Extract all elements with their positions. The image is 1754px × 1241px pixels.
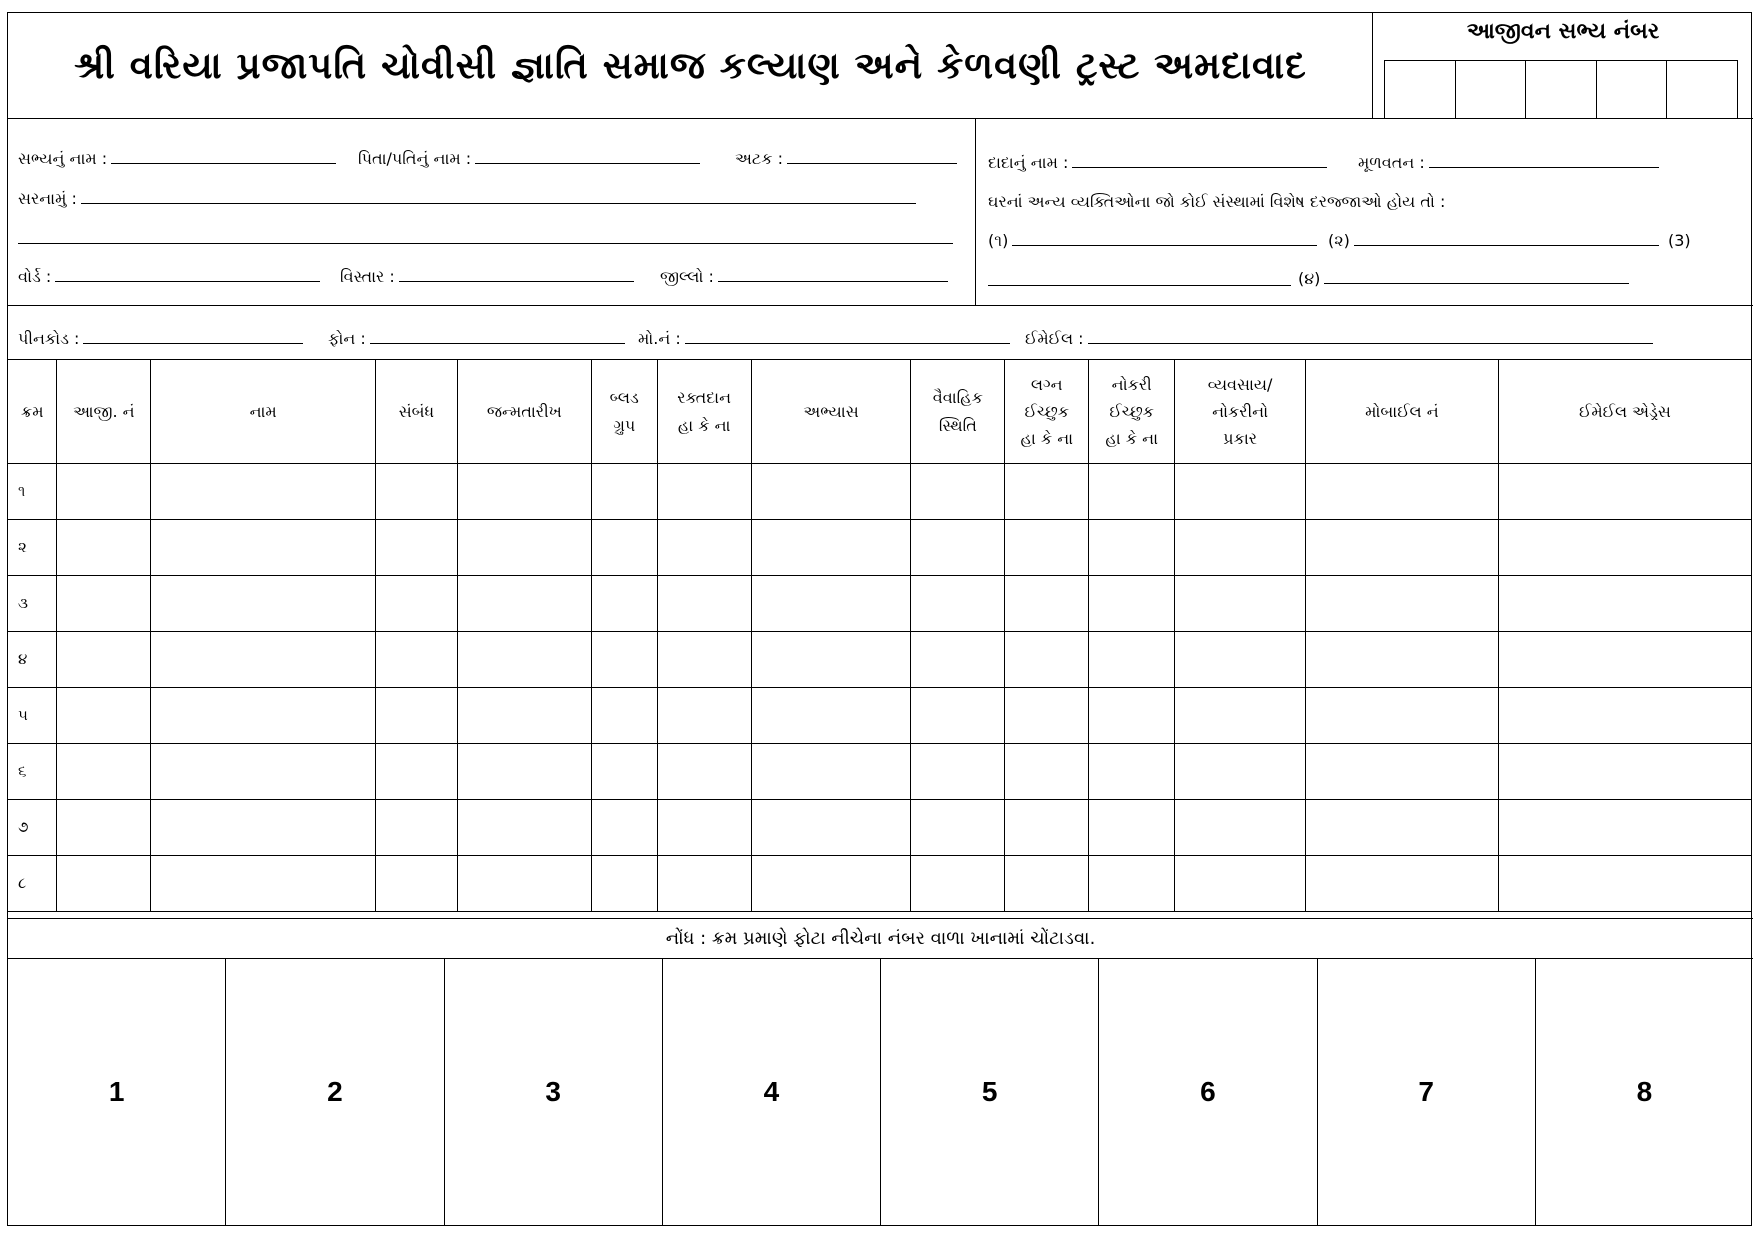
- table-cell[interactable]: [457, 520, 591, 576]
- table-cell[interactable]: [1175, 520, 1306, 576]
- table-cell[interactable]: [1005, 688, 1089, 744]
- pincode-label: પીનકોડ :: [18, 329, 80, 348]
- photo-slot[interactable]: [663, 958, 881, 1226]
- table-cell[interactable]: [1498, 464, 1751, 520]
- membership-form: [7, 12, 1752, 1226]
- header-blood-group: [591, 360, 657, 464]
- row-serial: ૩: [8, 576, 57, 632]
- table-cell[interactable]: [151, 576, 376, 632]
- header-job-line1: નોકરી: [1111, 374, 1152, 394]
- table-cell[interactable]: [1306, 856, 1499, 912]
- header-occupation-line3: પ્રકાર: [1223, 429, 1258, 449]
- table-cell[interactable]: [151, 856, 376, 912]
- photo-slot-number: 8: [1636, 1076, 1653, 1107]
- item-1-label: (૧): [988, 231, 1009, 250]
- district-field[interactable]: [660, 267, 948, 287]
- table-cell[interactable]: [1089, 744, 1175, 800]
- header-marital-line2: સ્થિતિ: [938, 415, 977, 435]
- table-cell[interactable]: [1175, 464, 1306, 520]
- table-cell[interactable]: [1089, 520, 1175, 576]
- table-cell[interactable]: [57, 464, 151, 520]
- table-cell[interactable]: [375, 576, 457, 632]
- header-blood-donation-line1: રક્તદાન: [677, 388, 732, 408]
- photo-slot[interactable]: [226, 958, 444, 1226]
- table-cell[interactable]: [911, 744, 1005, 800]
- header-marriage-line2: ઈચ્છુક: [1024, 401, 1070, 421]
- table-cell[interactable]: [151, 800, 376, 856]
- photo-slot[interactable]: [445, 958, 663, 1226]
- table-cell[interactable]: [1498, 576, 1751, 632]
- surname-label: અટક :: [735, 149, 783, 168]
- photo-note: નોંધ : ક્રમ પ્રમાણે ફોટા નીચેના નંબર વાળા ખાનામાં ચોંટાડવા.: [665, 927, 1096, 949]
- header-occupation-type: [1175, 360, 1306, 464]
- table-cell[interactable]: [911, 856, 1005, 912]
- table-cell[interactable]: [457, 744, 591, 800]
- table-cell[interactable]: [1175, 688, 1306, 744]
- table-cell[interactable]: [375, 688, 457, 744]
- other-persons-label: ઘરનાં અન્ય વ્યક્તિઓના જો કોઈ સંસ્થામાં વિશેષ દરજ્જાઓ હોય તો :: [988, 192, 1446, 211]
- table-cell[interactable]: [657, 800, 751, 856]
- table-cell[interactable]: [1498, 520, 1751, 576]
- table-cell[interactable]: [911, 632, 1005, 688]
- table-cell[interactable]: [375, 744, 457, 800]
- table-cell[interactable]: [1306, 688, 1499, 744]
- photo-slot[interactable]: [8, 958, 226, 1226]
- table-cell[interactable]: [1306, 576, 1499, 632]
- email-field[interactable]: [1025, 329, 1653, 349]
- table-cell[interactable]: [657, 744, 751, 800]
- table-cell[interactable]: [57, 744, 151, 800]
- header-marriage-interest: [1005, 360, 1089, 464]
- member-name-label: સભ્યનું નામ :: [18, 149, 108, 168]
- table-cell[interactable]: [591, 520, 657, 576]
- membership-number-label: આજીવન સભ્ય નંબર: [1466, 19, 1660, 44]
- table-cell[interactable]: [1005, 464, 1089, 520]
- table-cell[interactable]: [151, 464, 376, 520]
- area-field[interactable]: [340, 267, 634, 287]
- table-row: [8, 632, 1751, 688]
- table-cell[interactable]: [1498, 856, 1751, 912]
- mobile-label: મો.નં :: [638, 329, 681, 348]
- father-husband-name-field[interactable]: [358, 149, 700, 169]
- table-cell[interactable]: [375, 800, 457, 856]
- row-serial: ૪: [8, 632, 57, 688]
- header-lifetime-no: આજી. નં: [57, 360, 151, 464]
- table-cell[interactable]: [657, 688, 751, 744]
- grandfather-name-field[interactable]: [988, 153, 1327, 173]
- header-name: નામ: [151, 360, 376, 464]
- table-cell[interactable]: [57, 688, 151, 744]
- other-person-2-field[interactable]: [1328, 231, 1659, 251]
- surname-field[interactable]: [735, 149, 957, 169]
- header-marital-line1: વૈવાહિક: [932, 388, 983, 408]
- row-serial: ૮: [8, 856, 57, 912]
- membership-digit-box[interactable]: [1385, 61, 1456, 118]
- table-cell[interactable]: [457, 856, 591, 912]
- table-cell[interactable]: [1005, 632, 1089, 688]
- table-cell[interactable]: [591, 464, 657, 520]
- native-place-label: મૂળવતન :: [1358, 153, 1425, 172]
- table-cell[interactable]: [1005, 520, 1089, 576]
- row-serial: ૬: [8, 744, 57, 800]
- table-cell[interactable]: [751, 856, 911, 912]
- table-cell[interactable]: [375, 520, 457, 576]
- table-cell[interactable]: [591, 744, 657, 800]
- table-cell[interactable]: [657, 520, 751, 576]
- photo-slot[interactable]: [1318, 958, 1536, 1226]
- table-cell[interactable]: [457, 632, 591, 688]
- membership-digit-box[interactable]: [1667, 61, 1738, 118]
- table-cell[interactable]: [657, 464, 751, 520]
- table-cell[interactable]: [375, 632, 457, 688]
- pincode-field[interactable]: [18, 329, 303, 349]
- table-cell[interactable]: [57, 856, 151, 912]
- table-cell[interactable]: [1175, 856, 1306, 912]
- membership-digit-box[interactable]: [1597, 61, 1668, 118]
- table-cell[interactable]: [457, 800, 591, 856]
- table-cell[interactable]: [151, 520, 376, 576]
- table-cell[interactable]: [1005, 800, 1089, 856]
- row-serial: ૨: [8, 520, 57, 576]
- table-cell[interactable]: [911, 800, 1005, 856]
- member-name-field[interactable]: [18, 149, 336, 169]
- header-blood-donation-line2: હા કે ના: [677, 415, 731, 435]
- table-cell[interactable]: [751, 744, 911, 800]
- address-label: સરનામું :: [18, 189, 77, 208]
- table-cell[interactable]: [751, 520, 911, 576]
- row-serial: ૭: [8, 800, 57, 856]
- photo-slot[interactable]: [881, 958, 1099, 1226]
- table-cell[interactable]: [591, 632, 657, 688]
- table-cell[interactable]: [1089, 576, 1175, 632]
- table-cell[interactable]: [151, 688, 376, 744]
- table-cell[interactable]: [1306, 632, 1499, 688]
- header-education: અભ્યાસ: [751, 360, 911, 464]
- table-row: [8, 688, 1751, 744]
- header-marriage-line3: હા કે ના: [1020, 429, 1074, 449]
- table-cell[interactable]: [1498, 688, 1751, 744]
- table-cell[interactable]: [657, 576, 751, 632]
- table-cell[interactable]: [57, 520, 151, 576]
- other-person-3-line[interactable]: [988, 285, 1291, 286]
- phone-label: ફોન :: [328, 329, 366, 348]
- table-cell[interactable]: [1089, 856, 1175, 912]
- table-cell[interactable]: [57, 632, 151, 688]
- item-4-label: (૪): [1298, 269, 1321, 288]
- table-cell[interactable]: [1175, 576, 1306, 632]
- membership-digit-box[interactable]: [1526, 61, 1597, 118]
- table-cell[interactable]: [1306, 464, 1499, 520]
- table-cell[interactable]: [751, 464, 911, 520]
- table-cell[interactable]: [1005, 744, 1089, 800]
- table-cell[interactable]: [751, 688, 911, 744]
- item-2-label: (૨): [1328, 231, 1350, 250]
- table-cell[interactable]: [751, 576, 911, 632]
- table-cell[interactable]: [457, 688, 591, 744]
- table-cell[interactable]: [591, 688, 657, 744]
- table-cell[interactable]: [57, 800, 151, 856]
- photo-slot-number: 6: [1200, 1076, 1216, 1107]
- table-row: [8, 800, 1751, 856]
- table-cell[interactable]: [911, 520, 1005, 576]
- photo-slot-number: 5: [981, 1076, 998, 1107]
- photo-slot[interactable]: [1099, 958, 1317, 1226]
- ward-label: વોર્ડ :: [18, 267, 52, 286]
- table-row: [8, 464, 1751, 520]
- table-cell[interactable]: [911, 464, 1005, 520]
- header-serial: ક્રમ: [8, 360, 57, 464]
- photo-slot-number: 3: [545, 1076, 561, 1107]
- row-serial: ૫: [8, 688, 57, 744]
- membership-digit-box[interactable]: [1456, 61, 1527, 118]
- header-job-interest: [1089, 360, 1175, 464]
- table-cell[interactable]: [1175, 632, 1306, 688]
- table-row: [8, 744, 1751, 800]
- other-person-3-label: (3): [1668, 231, 1691, 250]
- table-cell[interactable]: [591, 856, 657, 912]
- photo-slot-number: 7: [1418, 1076, 1434, 1107]
- table-cell[interactable]: [591, 576, 657, 632]
- header-blood-donation: [657, 360, 751, 464]
- table-cell[interactable]: [657, 856, 751, 912]
- address-field[interactable]: [18, 189, 916, 209]
- form-title: શ્રી વરિયા પ્રજાપતિ ચોવીસી જ્ઞાતિ સમાજ કલ્યાણ અને કેળવણી ટ્રસ્ટ અમદાવાદ: [74, 43, 1307, 87]
- table-cell[interactable]: [151, 632, 376, 688]
- table-row: [8, 856, 1751, 912]
- photo-slot-number: 2: [327, 1076, 343, 1107]
- table-cell[interactable]: [1089, 688, 1175, 744]
- table-cell[interactable]: [375, 856, 457, 912]
- table-row: [8, 520, 1751, 576]
- family-members-table: [8, 359, 1751, 912]
- ward-field[interactable]: [18, 267, 320, 287]
- other-person-4-field[interactable]: [1298, 269, 1629, 289]
- table-header-row: [8, 360, 1751, 464]
- native-place-field[interactable]: [1358, 153, 1659, 173]
- table-cell[interactable]: [375, 464, 457, 520]
- header-occupation-line2: નોકરીનો: [1212, 401, 1269, 421]
- phone-field[interactable]: [328, 329, 625, 349]
- photo-slots: [8, 958, 1753, 1226]
- header-birthdate: જન્મતારીખ: [457, 360, 591, 464]
- header-email-address: ઈમેઈલ એડ્રેસ: [1498, 360, 1751, 464]
- header-blood-group-line1: બ્લડ: [609, 388, 639, 408]
- table-cell[interactable]: [57, 576, 151, 632]
- header-job-line2: ઈચ્છુક: [1109, 401, 1154, 421]
- table-cell[interactable]: [911, 688, 1005, 744]
- table-cell[interactable]: [1005, 856, 1089, 912]
- table-cell[interactable]: [1498, 744, 1751, 800]
- row-serial: ૧: [8, 464, 57, 520]
- email-label: ઈમેઈલ :: [1025, 329, 1084, 348]
- header-marriage-line1: લગ્ન: [1030, 374, 1063, 394]
- table-row: [8, 576, 1751, 632]
- table-cell[interactable]: [1089, 632, 1175, 688]
- table-cell[interactable]: [911, 576, 1005, 632]
- table-cell[interactable]: [1175, 800, 1306, 856]
- photo-slot[interactable]: [1536, 958, 1753, 1226]
- header-occupation-line1: વ્યવસાય/: [1207, 374, 1273, 394]
- photo-slot-number: 1: [108, 1076, 125, 1107]
- table-cell[interactable]: [1498, 800, 1751, 856]
- father-husband-name-label: પિતા/પતિનું નામ :: [358, 149, 472, 168]
- table-cell[interactable]: [1175, 744, 1306, 800]
- table-cell[interactable]: [1306, 520, 1499, 576]
- table-cell[interactable]: [751, 632, 911, 688]
- header-mobile-no: મોબાઈલ નં: [1306, 360, 1499, 464]
- header-blood-group-line2: ગ્રુપ: [613, 415, 636, 435]
- district-label: જીલ્લો :: [660, 267, 714, 286]
- photo-slot-number: 4: [763, 1076, 780, 1107]
- table-cell[interactable]: [457, 576, 591, 632]
- table-cell[interactable]: [1005, 576, 1089, 632]
- table-cell[interactable]: [457, 464, 591, 520]
- table-cell[interactable]: [1089, 464, 1175, 520]
- mobile-field[interactable]: [638, 329, 1010, 349]
- membership-number-boxes: [1384, 60, 1738, 118]
- table-cell[interactable]: [1306, 800, 1499, 856]
- table-cell[interactable]: [751, 800, 911, 856]
- table-cell[interactable]: [591, 800, 657, 856]
- table-cell[interactable]: [1306, 744, 1499, 800]
- header-relation: સંબંધ: [375, 360, 457, 464]
- header-job-line3: હા કે ના: [1105, 429, 1158, 449]
- table-cell[interactable]: [657, 632, 751, 688]
- table-cell[interactable]: [151, 744, 376, 800]
- other-person-1-field[interactable]: [988, 231, 1317, 251]
- address-line-2[interactable]: [18, 243, 953, 244]
- table-cell[interactable]: [1498, 632, 1751, 688]
- area-label: વિસ્તાર :: [340, 267, 395, 286]
- grandfather-name-label: દાદાનું નામ :: [988, 153, 1069, 172]
- table-cell[interactable]: [1089, 800, 1175, 856]
- header-marital-status: [911, 360, 1005, 464]
